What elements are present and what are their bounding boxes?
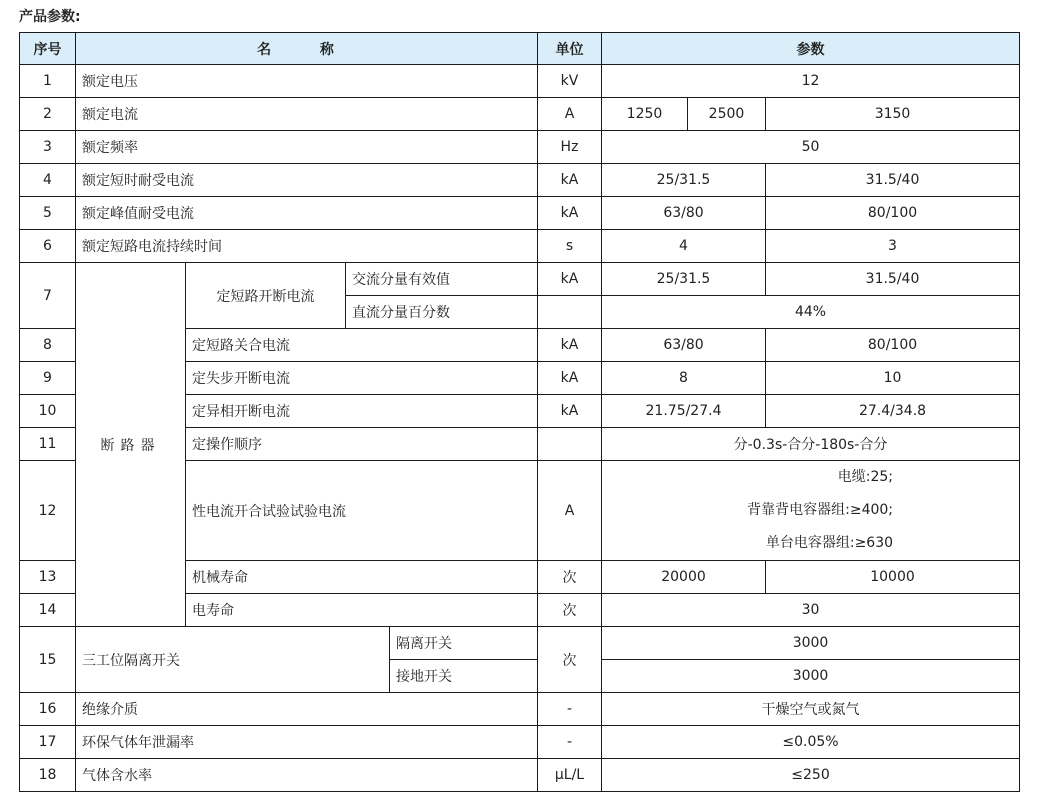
row-name: 定短路关合电流: [186, 329, 538, 362]
row-value: 27.4/34.8: [766, 395, 1020, 428]
row-number: 11: [20, 428, 76, 461]
product-parameters-table: [19, 32, 1020, 792]
row-number: 18: [20, 759, 76, 792]
row-unit: A: [538, 98, 602, 131]
table-row: [20, 627, 1020, 660]
row-number: 7: [20, 263, 76, 329]
row-value: 分-0.3s-合分-180s-合分: [602, 428, 1020, 461]
row-number: 4: [20, 164, 76, 197]
row-number: 3: [20, 131, 76, 164]
row-name: 定操作顺序: [186, 428, 538, 461]
row-value: 25/31.5: [602, 164, 766, 197]
row-subname: 交流分量有效值: [346, 263, 538, 296]
row-number: 1: [20, 65, 76, 98]
row-name: 定异相开断电流: [186, 395, 538, 428]
row-unit: s: [538, 230, 602, 263]
row-value: 30: [602, 594, 1020, 627]
row-value: 50: [602, 131, 1020, 164]
row-unit: 次: [538, 561, 602, 594]
row-value: 44%: [602, 296, 1020, 329]
row-value: 10000: [766, 561, 1020, 594]
row-unit: 次: [538, 627, 602, 693]
row-subname: 直流分量百分数: [346, 296, 538, 329]
row-number: 8: [20, 329, 76, 362]
row-value: ≤0.05%: [602, 726, 1020, 759]
table-row: [20, 693, 1020, 726]
row-value: 12: [602, 65, 1020, 98]
row-number: 13: [20, 561, 76, 594]
section-heading: 产品参数:: [19, 9, 81, 25]
row-number: 5: [20, 197, 76, 230]
table-row: [20, 131, 1020, 164]
row-value: 3150: [766, 98, 1020, 131]
row-value: 21.75/27.4: [602, 395, 766, 428]
row-unit: A: [538, 461, 602, 561]
row-unit: [538, 296, 602, 329]
value-line: 电缆:25;: [837, 469, 894, 485]
row-number: 2: [20, 98, 76, 131]
row-subname: 隔离开关: [390, 627, 538, 660]
row-value: 31.5/40: [766, 164, 1020, 197]
row-unit: -: [538, 726, 602, 759]
row-name: 额定电流: [76, 98, 538, 131]
table-row: [20, 197, 1020, 230]
row-name: 性电流开合试验试验电流: [186, 461, 538, 561]
header-row: [20, 33, 1020, 65]
row-name: 额定峰值耐受电流: [76, 197, 538, 230]
row-subname: 接地开关: [390, 660, 538, 693]
row-name: 气体含水率: [76, 759, 538, 792]
row-value: 80/100: [766, 329, 1020, 362]
row-value: 63/80: [602, 197, 766, 230]
row-value: 4: [602, 230, 766, 263]
row-unit: [538, 428, 602, 461]
row-value: 3000: [602, 660, 1020, 693]
value-line: 背靠背电容器组:≥400;: [747, 502, 894, 518]
row-name: 定短路开断电流: [186, 263, 346, 329]
row-value: 3000: [602, 627, 1020, 660]
row-name: 电寿命: [186, 594, 538, 627]
table-row: [20, 164, 1020, 197]
row-name: 绝缘介质: [76, 693, 538, 726]
row-name: 环保气体年泄漏率: [76, 726, 538, 759]
row-number: 15: [20, 627, 76, 693]
row-unit: kA: [538, 395, 602, 428]
breaker-group-label: 断路器: [76, 263, 186, 627]
row-number: 17: [20, 726, 76, 759]
row-unit: kA: [538, 329, 602, 362]
row-value: 干燥空气或氮气: [602, 693, 1020, 726]
row-value: 3: [766, 230, 1020, 263]
table-row: [20, 726, 1020, 759]
row-value: 8: [602, 362, 766, 395]
row-name: 额定短路电流持续时间: [76, 230, 538, 263]
row-number: 14: [20, 594, 76, 627]
table-row: [20, 759, 1020, 792]
row-unit: kA: [538, 197, 602, 230]
table-row: [20, 263, 1020, 296]
header-unit: 单位: [538, 33, 602, 65]
row-unit: kA: [538, 362, 602, 395]
row-unit: -: [538, 693, 602, 726]
row-number: 12: [20, 461, 76, 561]
row-name: 定失步开断电流: [186, 362, 538, 395]
row-name: 三工位隔离开关: [76, 627, 390, 693]
header-name: 名 称: [76, 33, 538, 65]
row-name: 额定短时耐受电流: [76, 164, 538, 197]
row-unit: Hz: [538, 131, 602, 164]
row-value-multiline: [602, 461, 1020, 561]
row-number: 16: [20, 693, 76, 726]
row-unit: μL/L: [538, 759, 602, 792]
row-number: 9: [20, 362, 76, 395]
row-unit: kV: [538, 65, 602, 98]
row-unit: kA: [538, 263, 602, 296]
row-name: 机械寿命: [186, 561, 538, 594]
table-row: [20, 65, 1020, 98]
header-no: 序号: [20, 33, 76, 65]
value-line: 单台电容器组:≥630: [765, 535, 894, 551]
row-value: 63/80: [602, 329, 766, 362]
row-value: 20000: [602, 561, 766, 594]
row-value: 31.5/40: [766, 263, 1020, 296]
table-row: [20, 230, 1020, 263]
row-value: 1250: [602, 98, 688, 131]
table-row: [20, 98, 1020, 131]
row-number: 10: [20, 395, 76, 428]
row-unit: kA: [538, 164, 602, 197]
row-number: 6: [20, 230, 76, 263]
row-name: 额定频率: [76, 131, 538, 164]
row-value: 2500: [688, 98, 766, 131]
row-value: ≤250: [602, 759, 1020, 792]
row-value: 80/100: [766, 197, 1020, 230]
row-value: 10: [766, 362, 1020, 395]
header-params: 参数: [602, 33, 1020, 65]
row-value: 25/31.5: [602, 263, 766, 296]
row-unit: 次: [538, 594, 602, 627]
row-name: 额定电压: [76, 65, 538, 98]
